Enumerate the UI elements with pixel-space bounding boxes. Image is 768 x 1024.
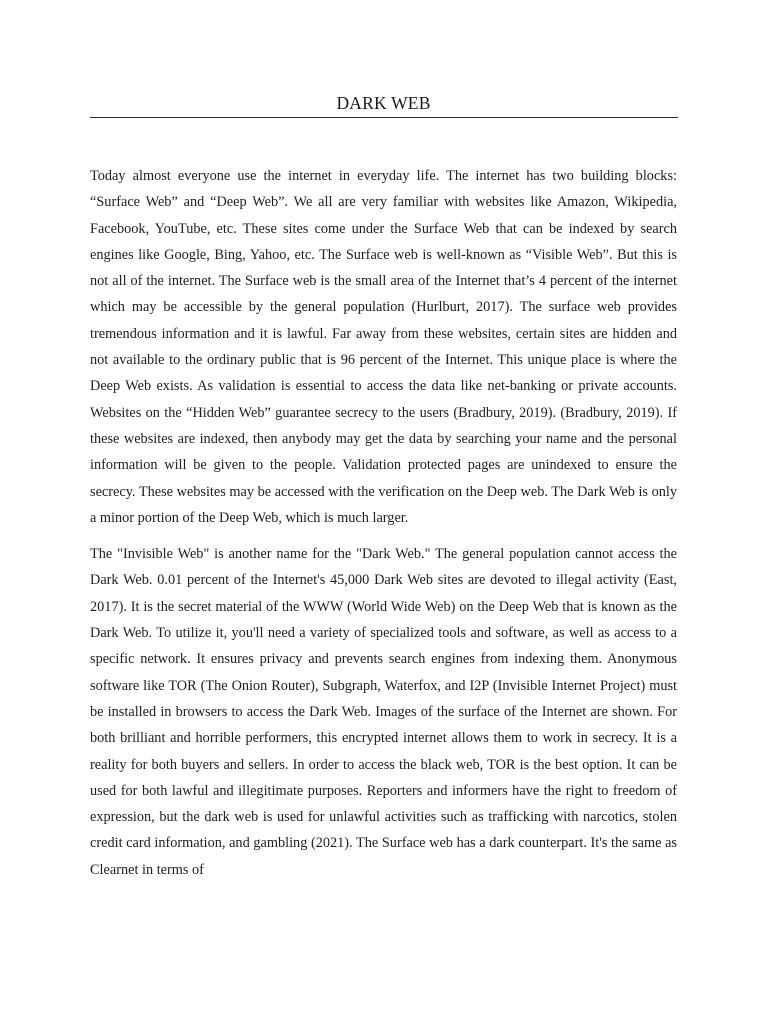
title-underline <box>90 117 678 118</box>
paragraph-2: The "Invisible Web" is another name for the "Dark Web." The general population cannot access the Dark Web. 0.01 percent of the Internet's 45,000 Dark Web sites are devoted to illegal activity (East, 2017). It is the secret material of the WWW (World Wide Web) on the Deep Web that is known as the Dark Web. To utilize it, you'll need a variety of specialized tools and software, as well as access to a specific network. It ensures privacy and prevents search engines from indexing them. Anonymous software like TOR (The Onion Router), Subgraph, Waterfox, and I2P (Invisible Internet Project) must be installed in browsers to access the Dark Web. Images of the surface of the Internet are shown. For both brilliant and horrible performers, this encrypted internet allows them to work in secrecy. It is a reality for both buyers and sellers. In order to access the black web, TOR is the best option. It can be used for both lawful and illegitimate purposes. Reporters and informers have the right to freedom of expression, but the dark web is used for unlawful activities such as trafficking with narcotics, stolen credit card information, and gambling (2021). The Surface web has a dark counterpart. It's the same as Clearnet in terms of <box>90 546 677 878</box>
document-title: DARK WEB <box>336 93 431 113</box>
paragraph-1: Today almost everyone use the internet in everyday life. The internet has two building blocks: “Surface Web” and “Deep Web”. We all are very familiar with websites like Amazon, Wikipedia, Facebook, YouTube, etc. These sites come under the Surface Web that can be indexed by search engines like Google, Bing, Yahoo, etc. The Surface web is well-known as “Visible Web”. But this is not all of the internet. The Surface web is the small area of the Internet that’s 4 percent of the internet which may be accessible by the general population (Hurlburt, 2017). The surface web provides tremendous information and it is lawful. Far away from these websites, certain sites are hidden and not available to the ordinary public that is 96 percent of the Internet. This unique place is where the Deep Web exists. As validation is essential to access the data like net-banking or private accounts. Websites on the “Hidden Web” guarantee secrecy to the users (Bradbury, 2019). (Bradbury, 2019). If these websites are indexed, then anybody may get the data by searching your name and the personal information will be given to the people. Validation protected pages are unindexed to ensure the secrecy. These websites may be accessed with the verification on the Deep web. The Dark Web is only a minor portion of the Deep Web, which is much larger. <box>90 168 677 526</box>
document-body <box>90 163 677 893</box>
